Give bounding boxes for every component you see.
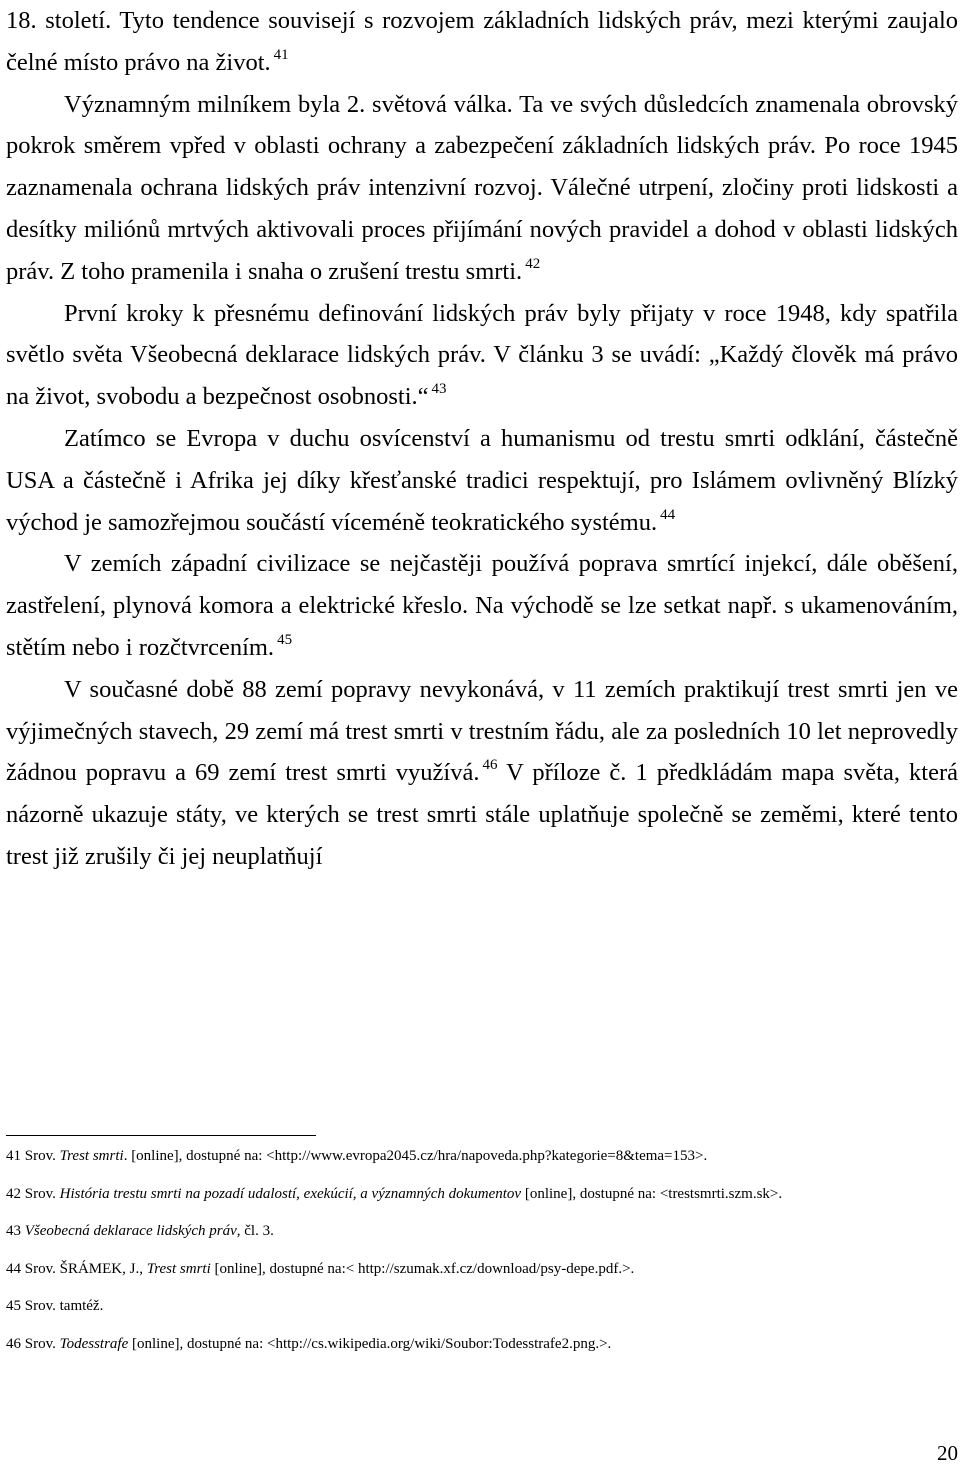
footnote-ref-42: 42 xyxy=(525,255,541,272)
paragraph-2: Významným milníkem byla 2. světová válka. Ta ve svých důsledcích znamenala obrovský pokrok směrem vpřed v oblasti ochrany a zabezpečení základních lidských práv. Po roce 1945 zaznamenala ochrana lidských práv intenzivní rozvoj. Válečné utrpení, zločiny proti lidskosti a desítky miliónů mrtvých aktivovali proces přijímání nových pravidel a dohod v oblasti lidských práv. Z toho pramenila i snaha o zrušení trestu smrti. $^{42}$ xyxy=(6,90,958,285)
quoted-article: „Každý člověk má právo na život, svobodu a bezpečnost osobnosti.“ xyxy=(6,341,958,411)
footnotes xyxy=(6,1145,958,1370)
footnote-separator xyxy=(6,1135,316,1136)
footnote-ref-46: 46 xyxy=(482,757,498,774)
footnote-ref-45: 45 xyxy=(277,631,293,648)
footnote-ref-41: 41 xyxy=(273,46,289,63)
footnote-43: 43 Všeobecná deklarace lidských práv, čl. 3. xyxy=(6,1223,274,1239)
paragraph-1: 18. století. Tyto tendence souvisejí s rozvojem základních lidských práv, mezi kterými zaujalo čelné místo právo na život. $^{41}$ xyxy=(6,7,958,76)
paragraph-6-tail: V příloze č. 1 předkládám mapa světa, která názorně ukazuje státy, ve kterých se trest smrti stále uplatňuje společně se zeměmi, které tento trest již zrušily či jej neuplatňují xyxy=(6,759,958,870)
footnote-ref-43: 43 xyxy=(431,381,447,398)
paragraph-5: V zemích západní civilizace se nejčastěji používá poprava smrtící injekcí, dále oběšení, zastřelení, plynová komora a elektrické křeslo. Na východě se lze setkat např. s ukamenováním, stětím nebo i rozčtvrcením. $^{45}$ xyxy=(6,550,958,661)
page-number: 20 xyxy=(937,1441,958,1465)
footnote-42: 42 Srov. História trestu smrti na pozadí udalostí, exekúcií, a významných dokumentov [online], dostupné na: <trestsmrti.szm.sk>. xyxy=(6,1185,783,1202)
footnote-44: 44 Srov. ŠRÁMEK, J., Trest smrti [online], dostupné na:< http://szumak.xf.cz/download/psy-depe.pdf.>. xyxy=(6,1260,635,1277)
document-body xyxy=(6,0,958,878)
footnote-ref-44: 44 xyxy=(660,506,676,523)
paragraph-3: První kroky k přesnému definování lidských práv byly přijaty v roce 1948, kdy spatřila světlo světa Všeobecná deklarace lidských práv. V článku 3 se uvádí: „Každý člověk má právo na život, svobodu a bezpečnost osobnosti.“ $^{43}$ xyxy=(6,299,958,411)
footnote-46: 46 Srov. Todesstrafe [online], dostupné na: <http://cs.wikipedia.org/wiki/Soubor:Todesstrafe2.png.>. xyxy=(6,1335,612,1352)
paragraph-4: Zatímco se Evropa v duchu osvícenství a humanismu od trestu smrti odklání, částečně USA a částečně i Afrika jej díky křesťanské tradici respektují, pro Islámem ovlivněný Blízký východ je samozřejmou součástí víceméně teokratického systému. $^{44}$ xyxy=(6,424,958,536)
footnote-41: 41 Srov. Trest smrti. [online], dostupné na: <http://www.evropa2045.cz/hra/napoveda.php?kategorie=8&tema=153>. xyxy=(6,1148,708,1164)
footnote-45: 45 Srov. tamtéž. xyxy=(6,1298,104,1314)
paragraph-6: V současné době 88 zemí popravy nevykonává, v 11 zemích praktikují trest smrti jen ve výjimečných stavech, 29 zemí má trest smrti v trestním řádu, ale za posledních 10 let neprovedly žádnou popravu a 69 zemí trest smrti využívá. $^{46}$ V příloze č. 1 předkládám mapa světa, která názorně ukazuje státy, ve kterých se trest smrti stále uplatňuje společně se zeměmi, které tento trest již zrušily či jej neuplatňují xyxy=(6,675,958,870)
